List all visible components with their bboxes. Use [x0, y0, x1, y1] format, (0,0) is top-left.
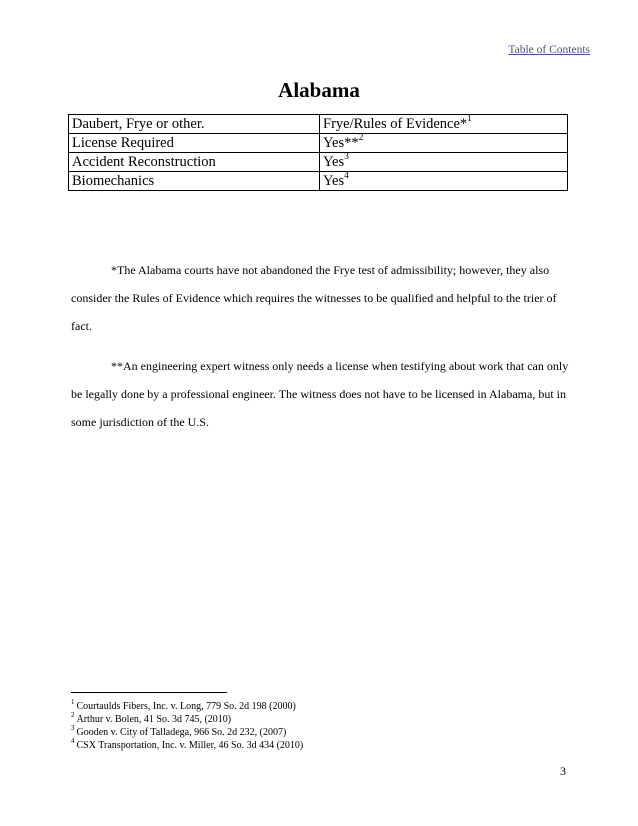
footnote-ref[interactable]: 1: [467, 114, 472, 125]
footnote: [71, 697, 591, 713]
footnote-text: Gooden v. City of Talladega, 966 So. 2d 232, (2007): [76, 727, 287, 738]
table-row: [69, 153, 568, 172]
row-value-text: Yes: [323, 173, 345, 189]
footnote: [71, 736, 591, 752]
row-value-text: Yes**: [323, 135, 359, 151]
footnote: [71, 710, 591, 726]
row-value: [320, 134, 568, 153]
footnote-ref[interactable]: 4: [344, 171, 349, 182]
row-value: [320, 153, 568, 172]
page-number: 3: [560, 764, 566, 778]
footnote-number: 2: [71, 710, 75, 719]
footnotes: [71, 697, 591, 752]
row-value-text: Frye/Rules of Evidence*: [323, 116, 468, 132]
row-value: [320, 172, 568, 191]
body-paragraph-frye: *The Alabama courts have not abandoned the Frye test of admissibility; however, they also consider the Rules of Evidence which requires the witnesses to be qualified and helpful to the trier of fact.: [71, 263, 557, 333]
row-label: Accident Reconstruction: [69, 153, 320, 172]
row-label: License Required: [69, 134, 320, 153]
footnote-ref[interactable]: 3: [344, 152, 349, 163]
row-value-text: Yes: [323, 154, 345, 170]
footnote-divider: [71, 692, 227, 693]
footnote-text: CSX Transportation, Inc. v. Miller, 46 So. 3d 434 (2010): [76, 740, 304, 751]
summary-table: [68, 114, 568, 191]
footnote-number: 1: [71, 697, 75, 706]
footnote-ref[interactable]: 2: [358, 133, 364, 144]
row-label: Daubert, Frye or other.: [69, 115, 320, 134]
table-row: [69, 134, 568, 153]
row-label: Biomechanics: [69, 172, 320, 191]
footnote-number: 3: [71, 723, 75, 732]
footnote-text: Arthur v. Bolen, 41 So. 3d 745, (2010): [76, 714, 232, 725]
footnote: [71, 723, 591, 739]
row-value: [320, 115, 568, 134]
body-paragraph-license: **An engineering expert witness only needs a license when testifying about work that can only be legally done by a professional engineer. The witness does not have to be licensed in Alabama, but in some jurisdiction of the U.S.: [71, 359, 569, 429]
footnote-text: Courtaulds Fibers, Inc. v. Long, 779 So. 2d 198 (2000): [76, 701, 296, 712]
table-row: [69, 172, 568, 191]
footnote-number: 4: [71, 736, 75, 745]
page-title: Alabama: [278, 78, 360, 102]
table-row: [69, 115, 568, 134]
table-of-contents-link[interactable]: Table of Contents: [508, 44, 590, 56]
